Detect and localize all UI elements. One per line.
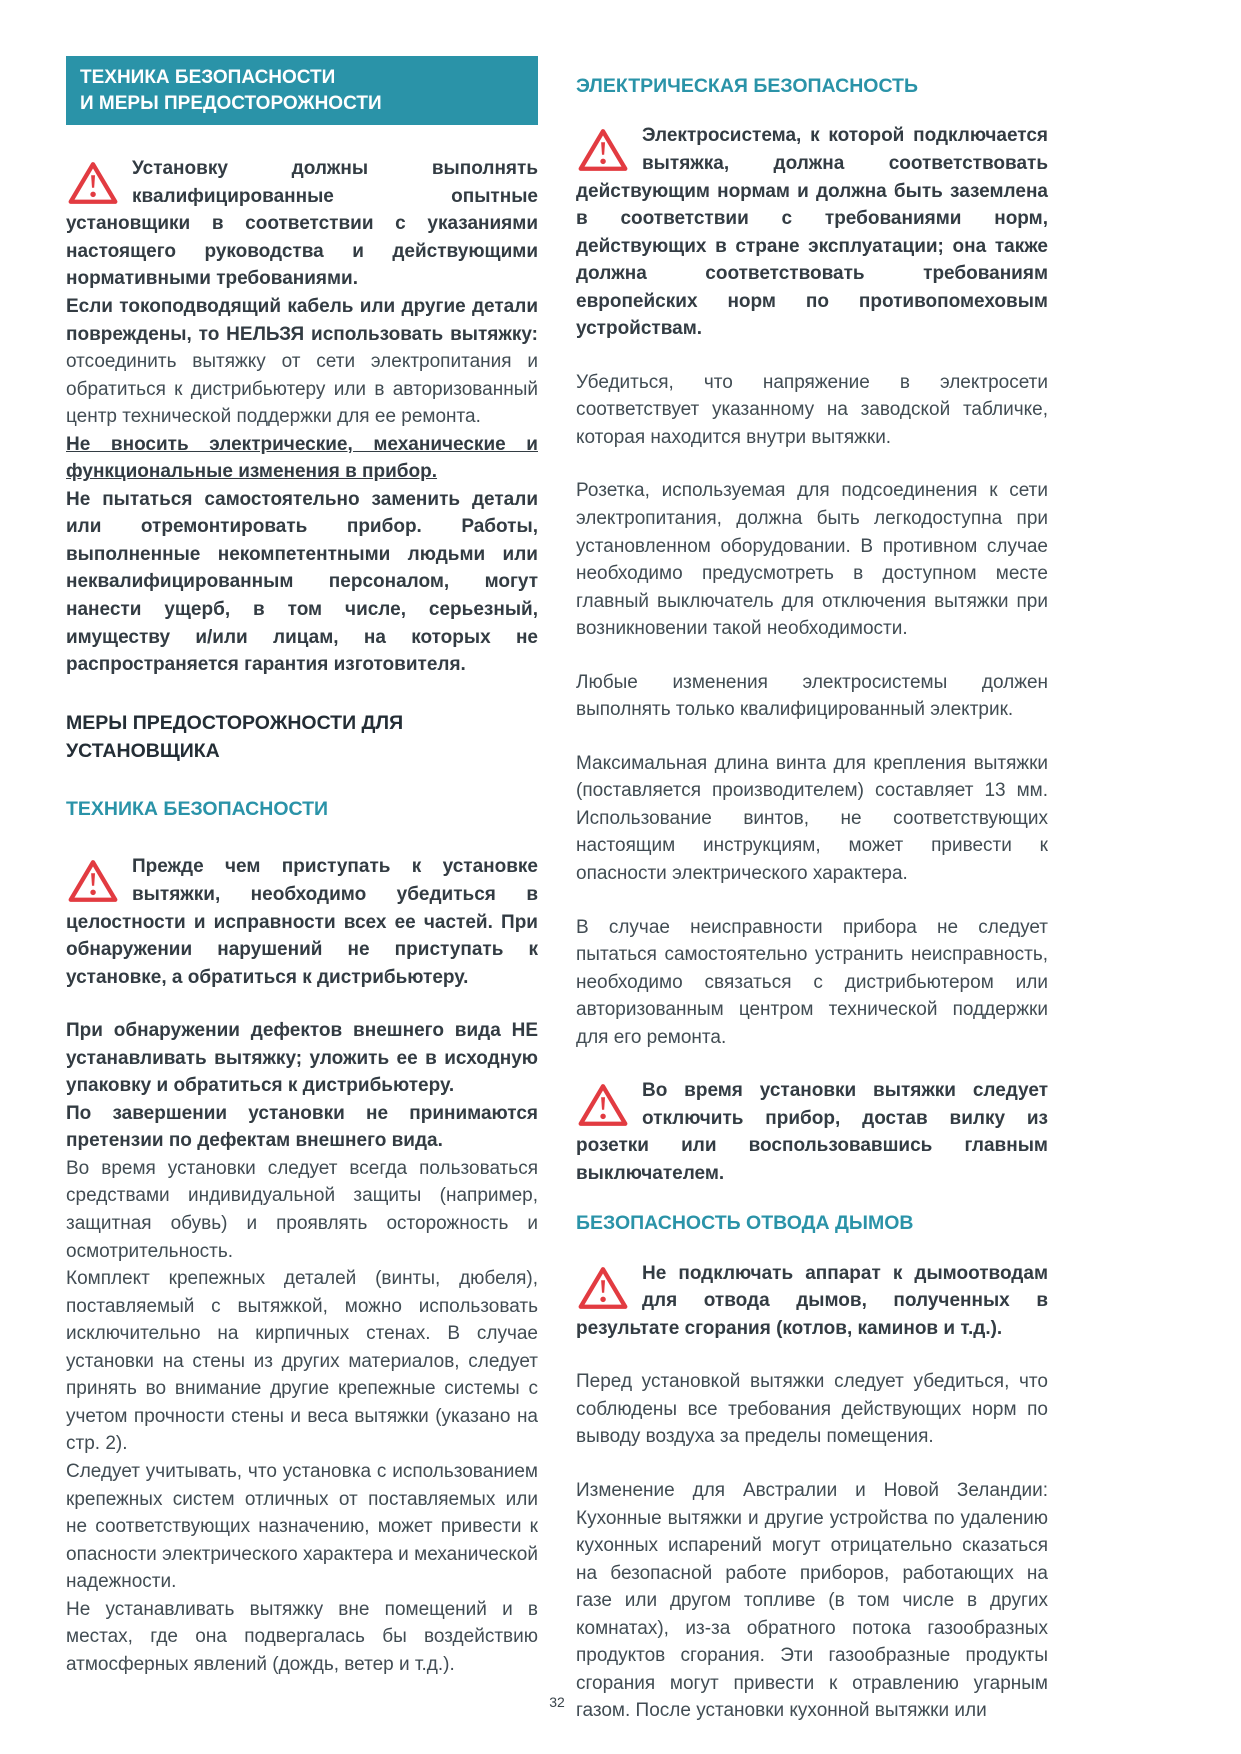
warning-triangle-icon xyxy=(578,1082,628,1128)
warning-block-unplug xyxy=(576,1077,1048,1187)
warning-text: Прежде чем приступать к установке вытяжки, необходимо убедиться в целостности и исправности всех ее частей. При обнаружении нарушений не приступать к установке, а обратиться к дистрибьютеру. xyxy=(66,856,538,988)
safety-banner xyxy=(66,56,538,125)
page-content xyxy=(66,56,1048,1725)
paragraph: Комплект крепежных деталей (винты, дюбеля), поставляемый с вытяжкой, можно использовать исключительно на кирпичных стенах. В случае установки на стены из других материалов, следует принять во внимание другие крепежные системы с учетом прочности стены и веса вытяжки (указано на стр. 2). xyxy=(66,1268,538,1455)
warning-triangle-icon xyxy=(68,858,118,904)
section-heading-safety: ТЕХНИКА БЕЗОПАСНОСТИ xyxy=(66,798,329,821)
warning-block-before-install xyxy=(66,853,538,991)
two-column-layout xyxy=(66,56,1048,1725)
safety-banner-line1: ТЕХНИКА БЕЗОПАСНОСТИ xyxy=(80,67,336,88)
paragraph-bold: При обнаружении дефектов внешнего вида НЕ устанавливать вытяжку; уложить ее в исходную упаковку и обратиться к дистрибьютеру. xyxy=(66,1020,538,1097)
warning-triangle-icon xyxy=(578,127,628,173)
paragraph: Следует учитывать, что установка с использованием крепежных систем отличных от поставляемых или не соответствующих назначению, может привести к опасности электрического характера и механической надежности. xyxy=(66,1460,538,1593)
warning-triangle-icon xyxy=(578,1265,628,1311)
page-number: 32 xyxy=(549,1694,565,1710)
paragraph: В случае неисправности прибора не следует пытаться самостоятельно устранить неисправность, необходимо связаться с дистрибьютером или авторизованным центром технической поддержки для его ремонта. xyxy=(576,916,1048,1048)
paragraph: Убедиться, что напряжение в электросети соответствует указанному на заводской табличке, которая находится внутри вытяжки. xyxy=(576,371,1048,448)
warning-block-installers xyxy=(66,155,538,293)
warning-triangle-icon xyxy=(68,160,118,206)
section-heading-fume-safety: БЕЗОПАСНОСТЬ ОТВОДА ДЫМОВ xyxy=(576,1212,914,1235)
paragraph-bold: По завершении установки не принимаются претензии по дефектам внешнего вида. xyxy=(66,1102,538,1152)
warning-block-flues xyxy=(576,1260,1048,1343)
warning-text: Во время установки вытяжки следует отключить прибор, достав вилку из розетки или воспользовавшись главным выключателем. xyxy=(576,1080,1048,1184)
paragraph: Изменение для Австралии и Новой Зеландии: Кухонные вытяжки и другие устройства по удалению кухонных испарений могут отрицательно сказаться на безопасной работе приборов, работающих на газе или другом топливе (в том числе в других комнатах), из-за обратного потока газообразных продуктов сгорания. Эти газообразные продукты сгорания могут привести к отравлению угарным газом. После установки кухонной вытяжки или xyxy=(576,1480,1048,1722)
paragraph xyxy=(66,293,538,431)
paragraph: Во время установки следует всегда пользоваться средствами индивидуальной защиты (например, защитная обувь) и проявлять осторожность и осмотрительность. xyxy=(66,1157,538,1262)
section-heading-electrical-safety: ЭЛЕКТРИЧЕСКАЯ БЕЗОПАСНОСТЬ xyxy=(576,75,918,98)
paragraph: Максимальная длина винта для крепления вытяжки (поставляется производителем) составляет 13 мм. Использование винтов, не соответствующих настоящим инструкциям, может привести к опасности электрического характера. xyxy=(576,752,1048,885)
left-column xyxy=(66,56,538,1678)
paragraph: Не устанавливать вытяжку вне помещений и в местах, где она подвергалась бы воздействию атмосферных явлений (дождь, ветер и т.д.). xyxy=(66,1598,538,1675)
right-column xyxy=(576,56,1048,1725)
paragraph: Перед установкой вытяжки следует убедиться, что соблюдены все требования действующих норм по выводу воздуха за пределы помещения. xyxy=(576,1371,1048,1448)
warning-text: Не подключать аппарат к дымоотводам для отвода дымов, полученных в результате сгорания (котлов, каминов и т.д.). xyxy=(576,1262,1048,1339)
paragraph-bold-lead: Если токоподводящий кабель или другие детали повреждены, то НЕЛЬЗЯ использовать вытяжку: xyxy=(66,296,538,345)
paragraph: Любые изменения электросистемы должен выполнять только квалифицированный электрик. xyxy=(576,671,1048,721)
safety-banner-line2: И МЕРЫ ПРЕДОСТОРОЖНОСТИ xyxy=(80,92,382,114)
warning-text: Установку должны выполнять квалифицированные опытные установщики в соответствии с указаниями настоящего руководства и действующими нормативными требованиями. xyxy=(66,158,538,290)
paragraph-underlined: Не вносить электрические, механические и функциональные изменения в прибор. xyxy=(66,433,538,483)
section-heading-installer-precautions: МЕРЫ ПРЕДОСТОРОЖНОСТИ ДЛЯ УСТАНОВЩИКА xyxy=(66,711,404,762)
paragraph: Розетка, используемая для подсоединения к сети электропитания, должна быть легкодоступна при установленном оборудовании. В противном случае необходимо предусмотреть в доступном месте главный выключатель для отключения вытяжки при возникновении такой необходимости. xyxy=(576,480,1048,640)
paragraph-bold: Не пытаться самостоятельно заменить детали или отремонтировать прибор. Работы, выполненные некомпетентными людьми или неквалифицированным персоналом, могут нанести ущерб, в том числе, серьезный, имуществу и/или лицам, на которых не распространяется гарантия изготовителя. xyxy=(66,488,538,676)
warning-text: Электросистема, к которой подключается вытяжка, должна соответствовать действующим нормам и должна быть заземлена в соответствии с требованиями норм, действующих в стране эксплуатации; она также должна соответствовать требованиям европейских норм по противопомеховым устройствам. xyxy=(576,125,1048,340)
paragraph-text: отсоединить вытяжку от сети электропитания и обратиться к дистрибьютеру или в авторизованный центр технической поддержки для ее ремонта. xyxy=(66,351,538,428)
warning-block-electrical xyxy=(576,122,1048,342)
